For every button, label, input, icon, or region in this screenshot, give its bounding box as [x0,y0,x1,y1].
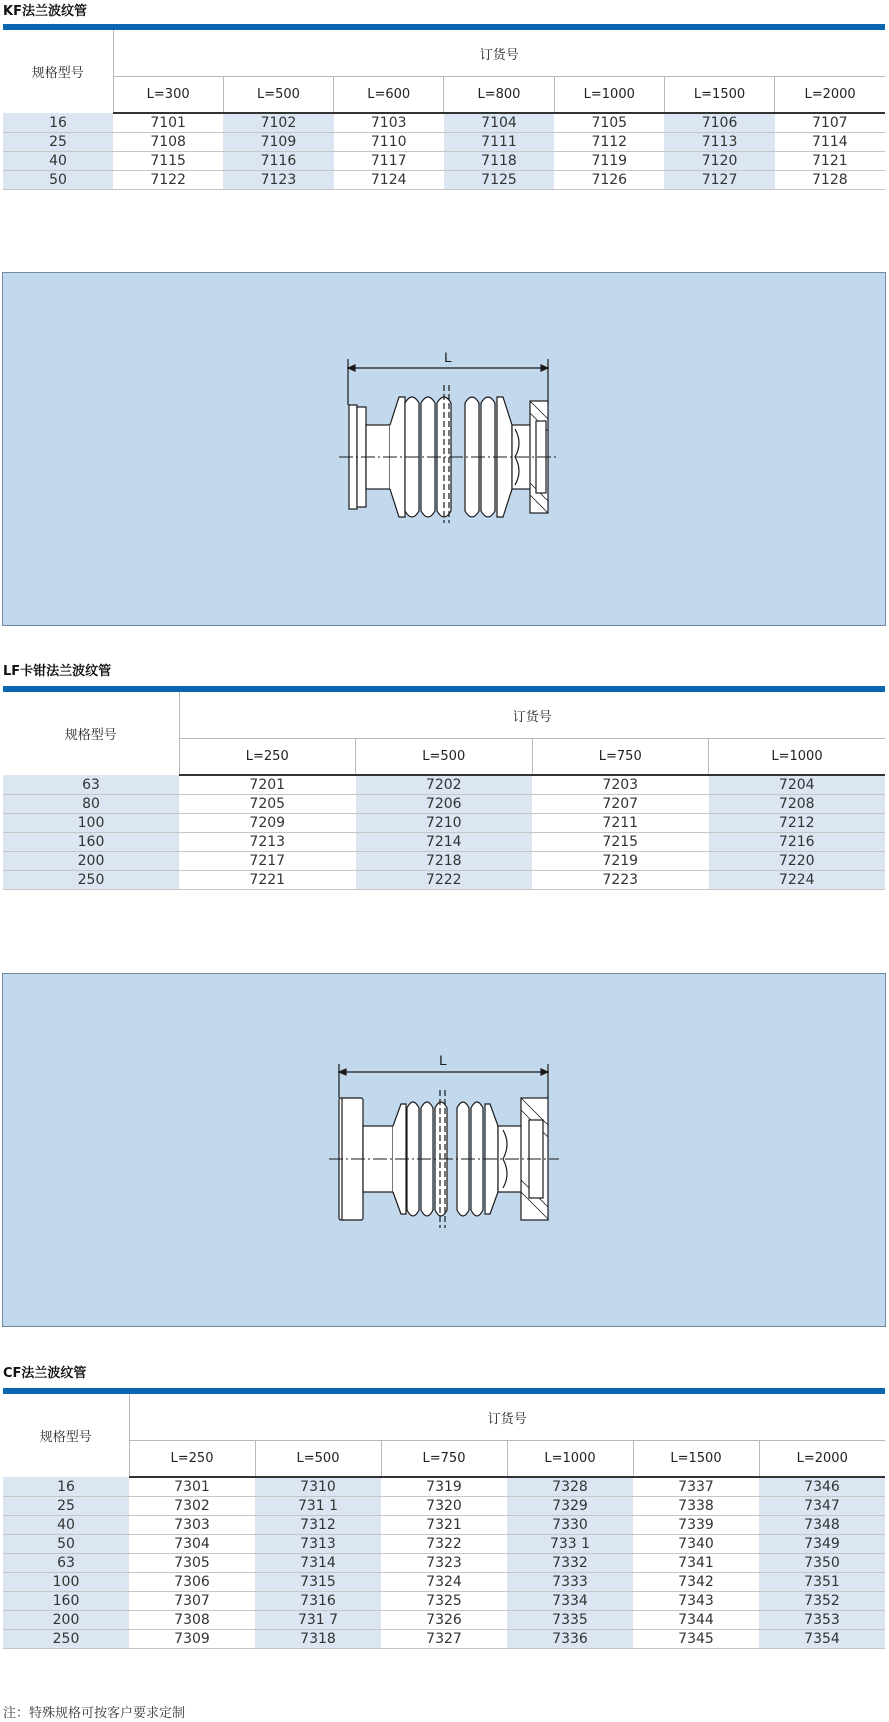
table-row [3,171,885,190]
lf-order-header: 订货号 [512,709,552,725]
cf-order-code-cell: 7346 [759,1477,885,1497]
lf-size-cell: 200 [3,852,179,871]
kf-length-header: L=1000 [554,77,664,114]
cf-length-header: L=1000 [507,1441,633,1478]
lf-order-code-cell: 7217 [179,852,356,871]
cf-size-cell: 63 [3,1554,129,1573]
kf-order-code-cell: 7119 [554,152,664,171]
lf-table-body [3,775,885,890]
cf-section-title: CF法兰波纹管 [3,1366,87,1381]
kf-size-cell: 40 [3,152,113,171]
lf-order-code-cell: 7206 [356,795,533,814]
cf-order-code-cell: 7318 [255,1630,381,1649]
lf-length-header: L=750 [532,739,709,776]
lf-order-code-cell: 7216 [709,833,886,852]
kf-dimension-label: L [444,349,452,365]
kf-order-code-cell: 7109 [223,133,333,152]
cf-order-code-cell: 7332 [507,1554,633,1573]
lf-table [3,692,885,890]
kf-order-code-cell: 7111 [444,133,554,152]
table-row [3,1477,885,1497]
cf-order-code-cell: 7352 [759,1592,885,1611]
cf-order-code-cell: 7302 [129,1497,255,1516]
kf-order-code-cell: 7128 [775,171,885,190]
lf-length-header: L=250 [179,739,356,776]
kf-length-header: L=1500 [664,77,774,114]
table-row [3,833,885,852]
cf-order-code-cell: 7305 [129,1554,255,1573]
kf-order-code-cell: 7103 [334,113,444,133]
lf-size-cell: 63 [3,775,179,795]
cf-length-header: L=250 [129,1441,255,1478]
lf-order-code-cell: 7223 [532,871,709,890]
kf-order-code-cell: 7120 [664,152,774,171]
table-row [3,1573,885,1592]
lf-order-code-cell: 7218 [356,852,533,871]
lf-spec-header: 规格型号 [3,692,179,775]
table-row [3,152,885,171]
cf-order-code-cell: 7341 [633,1554,759,1573]
lf-order-code-cell: 7208 [709,795,886,814]
cf-order-code-cell: 7312 [255,1516,381,1535]
kf-length-header: L=300 [113,77,223,114]
lf-order-code-cell: 7201 [179,775,356,795]
kf-order-code-cell: 7108 [113,133,223,152]
table-row [3,1611,885,1630]
cf-order-code-cell: 7303 [129,1516,255,1535]
lf-order-code-cell: 7209 [179,814,356,833]
cf-order-code-cell: 7301 [129,1477,255,1497]
cf-length-header: L=500 [255,1441,381,1478]
kf-order-code-cell: 7104 [444,113,554,133]
kf-length-header: L=500 [223,77,333,114]
lf-order-code-cell: 7202 [356,775,533,795]
dimension-arrow-right [541,365,548,371]
cf-order-code-cell: 7336 [507,1630,633,1649]
table-row [3,133,885,152]
lf-bellows-drawing [2,973,886,1327]
cf-table [3,1394,885,1649]
cf-order-code-cell: 7327 [381,1630,507,1649]
lf-order-code-cell: 7221 [179,871,356,890]
cf-length-header: L=2000 [759,1441,885,1478]
cf-order-code-cell: 7348 [759,1516,885,1535]
cf-table-body [3,1477,885,1649]
kf-length-header: L=800 [444,77,554,114]
cf-size-cell: 250 [3,1630,129,1649]
kf-order-code-cell: 7106 [664,113,774,133]
table-row [3,1497,885,1516]
lf-order-code-cell: 7204 [709,775,886,795]
cf-order-code-cell: 7353 [759,1611,885,1630]
cf-order-code-cell: 7325 [381,1592,507,1611]
cf-order-code-cell: 7324 [381,1573,507,1592]
cf-order-code-cell: 7322 [381,1535,507,1554]
kf-order-code-cell: 7105 [554,113,664,133]
table-row [3,871,885,890]
lf-order-code-cell: 7203 [532,775,709,795]
cf-order-code-cell: 7320 [381,1497,507,1516]
kf-length-header: L=2000 [775,77,885,114]
kf-order-code-cell: 7118 [444,152,554,171]
kf-order-code-cell: 7127 [664,171,774,190]
table-row [3,814,885,833]
cf-order-code-cell: 731 7 [255,1611,381,1630]
lf-order-code-cell: 7214 [356,833,533,852]
table-row [3,1630,885,1649]
cf-order-code-cell: 7326 [381,1611,507,1630]
lf-section-title: LF卡钳法兰波纹管 [3,664,112,679]
cf-order-code-cell: 7338 [633,1497,759,1516]
lf-order-code-cell: 7205 [179,795,356,814]
cf-order-code-cell: 7345 [633,1630,759,1649]
cf-order-code-cell: 7314 [255,1554,381,1573]
cf-order-code-cell: 7350 [759,1554,885,1573]
kf-order-code-cell: 7117 [334,152,444,171]
kf-size-cell: 16 [3,113,113,133]
cf-order-code-cell: 7349 [759,1535,885,1554]
kf-order-code-cell: 7101 [113,113,223,133]
kf-bellows-drawing [2,272,886,626]
lf-order-code-cell: 7215 [532,833,709,852]
kf-order-code-cell: 7125 [444,171,554,190]
cf-order-code-cell: 7323 [381,1554,507,1573]
cf-order-code-cell: 7328 [507,1477,633,1497]
lf-length-header: L=1000 [709,739,886,776]
cf-order-code-cell: 7334 [507,1592,633,1611]
kf-spec-header: 规格型号 [3,30,113,113]
cf-order-code-cell: 733 1 [507,1535,633,1554]
lf-size-cell: 100 [3,814,179,833]
lf-order-code-cell: 7220 [709,852,886,871]
kf-order-code-cell: 7107 [775,113,885,133]
cf-order-code-cell: 7342 [633,1573,759,1592]
cf-spec-header: 规格型号 [3,1394,129,1477]
cf-order-code-cell: 7343 [633,1592,759,1611]
lf-dimension-label: L [439,1052,447,1068]
kf-order-code-cell: 7126 [554,171,664,190]
kf-bellows-svg [3,273,887,627]
kf-order-code-cell: 7112 [554,133,664,152]
dimension-arrow-left [348,365,355,371]
cf-order-code-cell: 7335 [507,1611,633,1630]
cf-length-header: L=1500 [633,1441,759,1478]
table-row [3,775,885,795]
kf-size-cell: 50 [3,171,113,190]
cf-size-cell: 160 [3,1592,129,1611]
kf-order-code-cell: 7110 [334,133,444,152]
kf-table-body [3,113,885,190]
lf-order-code-cell: 7211 [532,814,709,833]
cf-order-code-cell: 7321 [381,1516,507,1535]
table-row [3,795,885,814]
cf-order-code-cell: 7315 [255,1573,381,1592]
lf-order-code-cell: 7213 [179,833,356,852]
kf-length-header-row [3,77,885,114]
cf-order-code-cell: 7351 [759,1573,885,1592]
kf-order-code-cell: 7123 [223,171,333,190]
kf-size-cell: 25 [3,133,113,152]
cf-order-code-cell: 731 1 [255,1497,381,1516]
lf-order-code-cell: 7222 [356,871,533,890]
kf-length-header: L=600 [334,77,444,114]
cf-size-cell: 16 [3,1477,129,1497]
kf-section-title: KF法兰波纹管 [3,4,87,19]
lf-bellows-svg [3,974,887,1328]
dimension-arrow-right [541,1069,548,1075]
table-row [3,1535,885,1554]
lf-size-cell: 250 [3,871,179,890]
cf-size-cell: 40 [3,1516,129,1535]
cf-order-code-cell: 7304 [129,1535,255,1554]
kf-order-code-cell: 7113 [664,133,774,152]
table-row [3,1554,885,1573]
kf-order-code-cell: 7122 [113,171,223,190]
cf-length-header-row [3,1441,885,1478]
table-row [3,1592,885,1611]
cf-order-code-cell: 7307 [129,1592,255,1611]
kf-order-header: 订货号 [479,47,519,63]
lf-size-cell: 160 [3,833,179,852]
cf-order-code-cell: 7309 [129,1630,255,1649]
lf-order-code-cell: 7224 [709,871,886,890]
kf-order-code-cell: 7115 [113,152,223,171]
lf-size-cell: 80 [3,795,179,814]
cf-order-code-cell: 7344 [633,1611,759,1630]
cf-order-code-cell: 7316 [255,1592,381,1611]
kf-order-code-cell: 7114 [775,133,885,152]
kf-order-code-cell: 7102 [223,113,333,133]
cf-order-code-cell: 7337 [633,1477,759,1497]
cf-size-cell: 50 [3,1535,129,1554]
footnote: 注：特殊规格可按客户要求定制 [3,1706,186,1721]
cf-order-code-cell: 7333 [507,1573,633,1592]
table-row [3,852,885,871]
lf-order-code-cell: 7212 [709,814,886,833]
kf-order-code-cell: 7121 [775,152,885,171]
lf-order-code-cell: 7210 [356,814,533,833]
cf-size-cell: 100 [3,1573,129,1592]
cf-length-header: L=750 [381,1441,507,1478]
cf-size-cell: 200 [3,1611,129,1630]
table-row [3,1516,885,1535]
table-row [3,113,885,133]
cf-order-code-cell: 7313 [255,1535,381,1554]
lf-order-code-cell: 7207 [532,795,709,814]
cf-order-code-cell: 7308 [129,1611,255,1630]
kf-table [3,30,885,190]
cf-order-code-cell: 7310 [255,1477,381,1497]
kf-order-code-cell: 7124 [334,171,444,190]
cf-order-code-cell: 7330 [507,1516,633,1535]
cf-order-code-cell: 7340 [633,1535,759,1554]
cf-order-code-cell: 7329 [507,1497,633,1516]
lf-length-header: L=500 [356,739,533,776]
cf-order-code-cell: 7319 [381,1477,507,1497]
cf-order-code-cell: 7339 [633,1516,759,1535]
lf-order-code-cell: 7219 [532,852,709,871]
cf-order-code-cell: 7347 [759,1497,885,1516]
cf-order-header: 订货号 [487,1411,527,1427]
cf-order-code-cell: 7354 [759,1630,885,1649]
dimension-arrow-left [339,1069,346,1075]
kf-order-code-cell: 7116 [223,152,333,171]
cf-size-cell: 25 [3,1497,129,1516]
cf-order-code-cell: 7306 [129,1573,255,1592]
